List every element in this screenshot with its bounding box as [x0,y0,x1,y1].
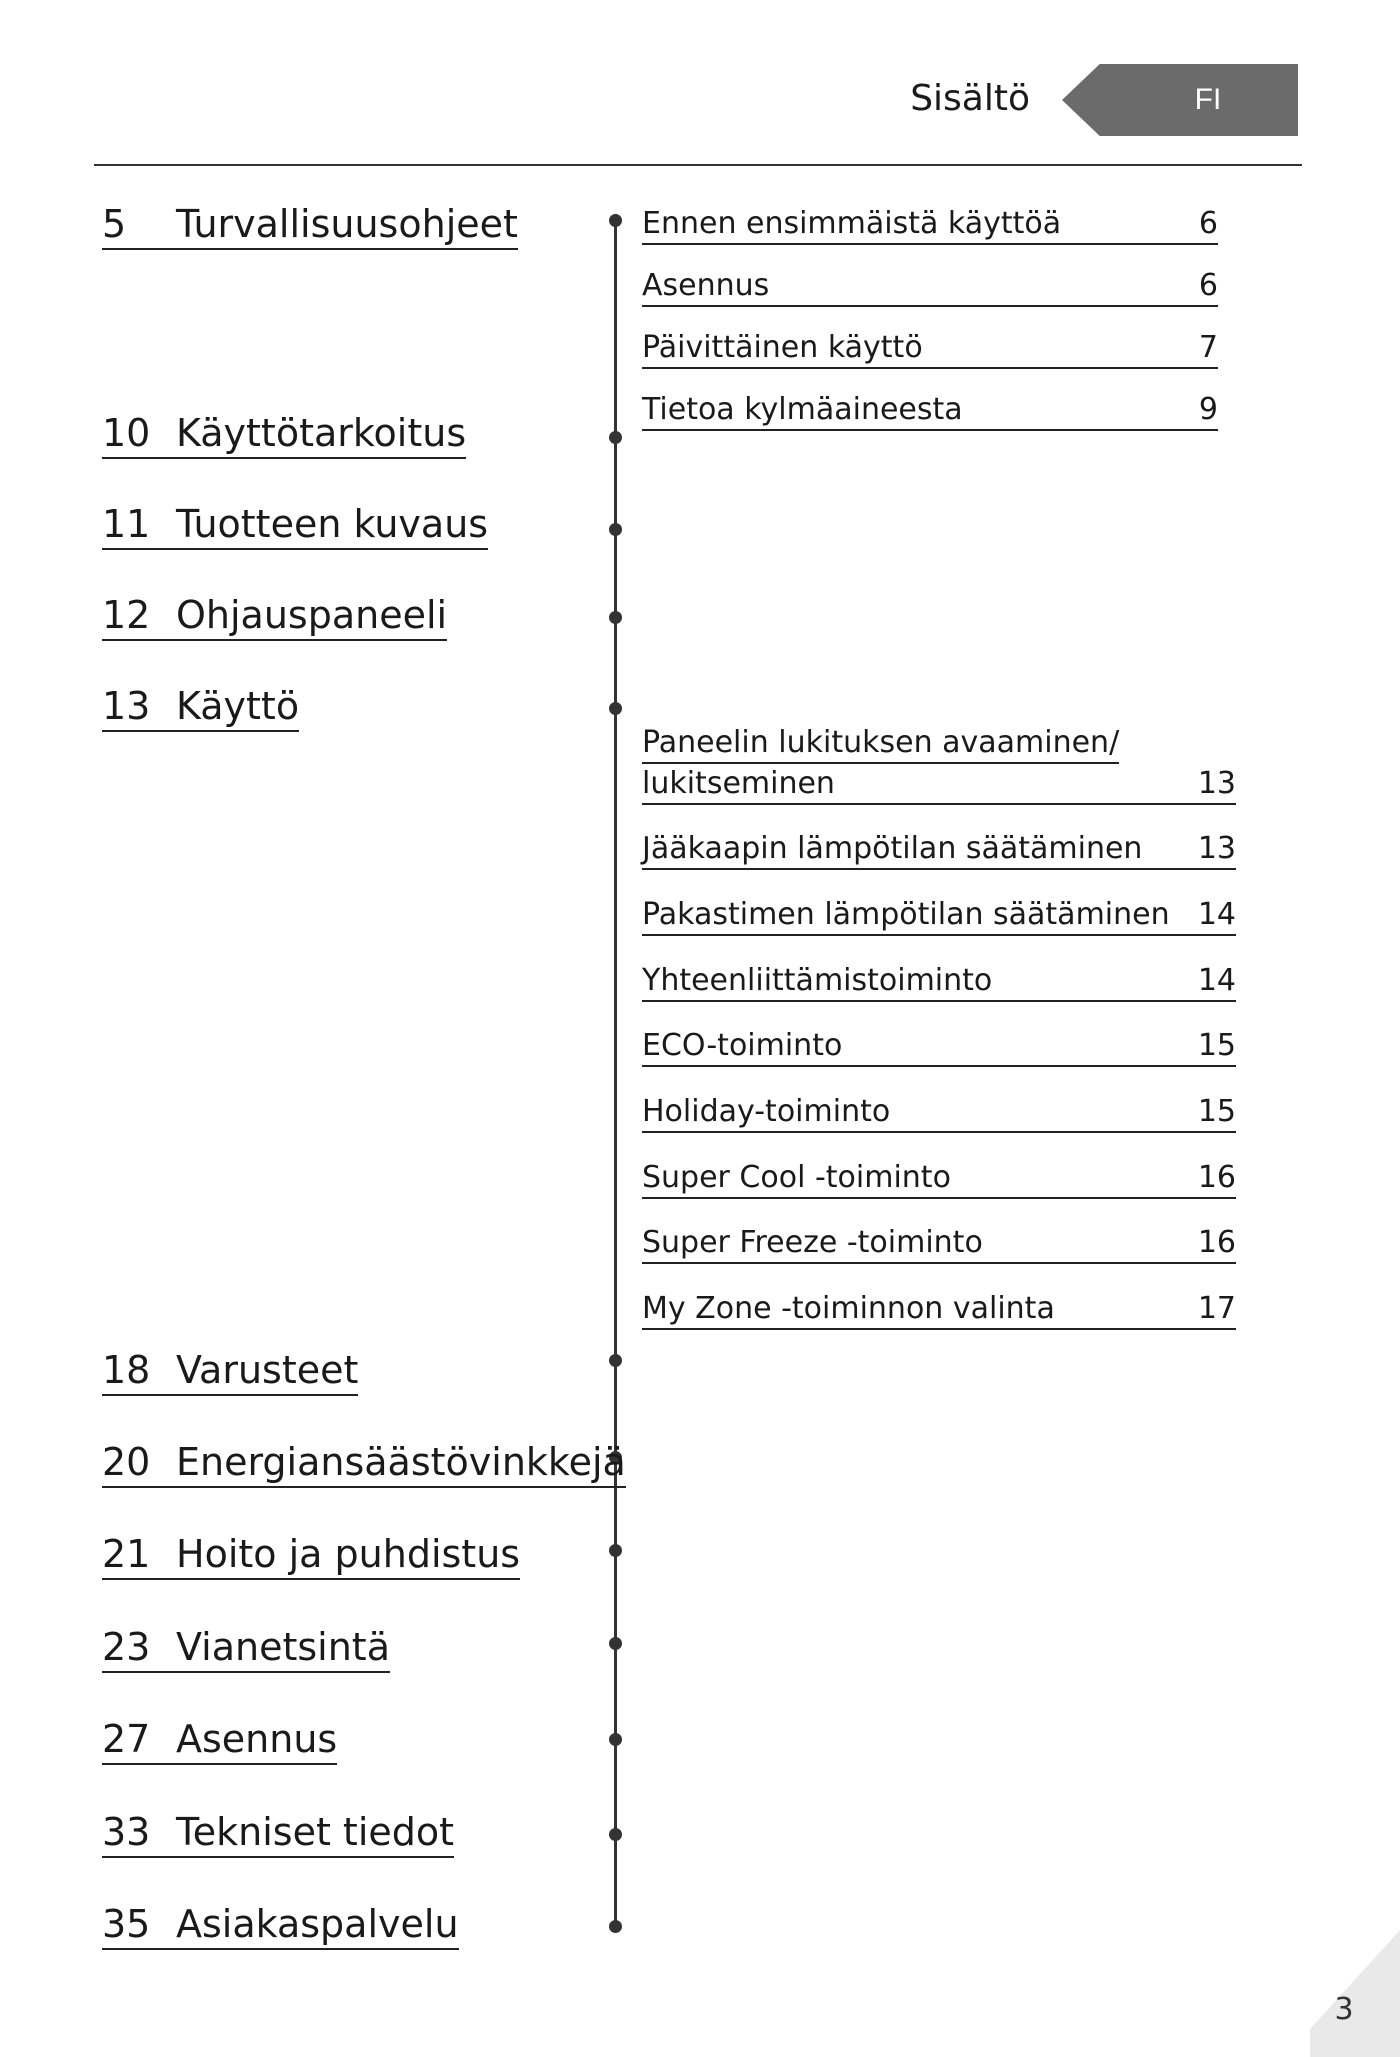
section-title: Tekniset tiedot [176,1810,455,1854]
toc-section[interactable] [102,500,488,550]
entry-page: 13 [1197,766,1236,801]
entry-title: Ennen ensimmäistä käyttöä [642,206,1062,241]
toc-section[interactable] [102,1715,337,1765]
entry-page: 13 [1197,831,1236,866]
toc-entry[interactable] [642,896,1236,936]
toc-section[interactable] [102,591,447,641]
entry-title: Pakastimen lämpötilan säätäminen [642,897,1170,932]
toc-section[interactable] [102,1438,626,1488]
toc-section[interactable] [102,1346,358,1396]
section-page: 11 [102,502,151,546]
entry-page: 17 [1197,1291,1236,1326]
timeline-dot [609,1828,622,1841]
timeline-dot [609,1354,622,1367]
section-title: Asiakaspalvelu [176,1902,459,1946]
entry-title: Super Cool -toiminto [642,1160,951,1195]
toc-entry[interactable] [642,391,1218,431]
entry-page: 16 [1197,1225,1236,1260]
section-page: 18 [102,1348,151,1392]
section-title: Turvallisuusohjeet [176,202,518,246]
entry-title-first-line[interactable]: Paneelin lukituksen avaaminen/ [642,724,1119,764]
toc-section[interactable] [102,409,466,459]
entry-page: 15 [1197,1028,1236,1063]
toc-entry[interactable] [642,267,1218,307]
timeline-dot [609,611,622,624]
entry-title: Jääkaapin lämpötilan säätäminen [642,831,1143,866]
toc-entry[interactable] [642,1027,1236,1067]
toc-entry[interactable] [642,1159,1236,1199]
section-title: Asennus [176,1717,338,1761]
section-page: 13 [102,684,151,728]
timeline-dot [609,1637,622,1650]
entry-title: ECO-toiminto [642,1028,843,1063]
toc-section[interactable] [102,1808,454,1858]
entry-page: 9 [1198,392,1218,427]
entry-title: Päivittäinen käyttö [642,330,923,365]
section-title: Ohjauspaneeli [176,593,448,637]
section-page: 27 [102,1717,151,1761]
entry-page: 6 [1198,268,1218,303]
entry-page: 6 [1198,206,1218,241]
toc-entry[interactable] [642,205,1218,245]
timeline-dot [609,214,622,227]
section-title: Käyttö [176,684,300,728]
entry-page: 14 [1197,897,1236,932]
toc-section[interactable] [102,1900,459,1950]
entry-title: lukitseminen [642,766,835,801]
entry-title: Super Freeze -toiminto [642,1225,983,1260]
toc-section[interactable] [102,1530,520,1580]
toc-entry[interactable] [642,1093,1236,1133]
toc-section[interactable] [102,1623,390,1673]
toc-entry[interactable] [642,1224,1236,1264]
entry-page: 7 [1198,330,1218,365]
entry-title: Asennus [642,268,770,303]
section-page: 21 [102,1532,151,1576]
section-page: 33 [102,1810,151,1854]
section-page: 20 [102,1440,151,1484]
section-page: 35 [102,1902,151,1946]
section-title: Tuotteen kuvaus [176,502,489,546]
section-title: Vianetsintä [176,1625,390,1669]
section-title: Varusteet [176,1348,359,1392]
timeline-dot [609,1920,622,1933]
section-page: 10 [102,411,151,455]
entry-page: 14 [1197,963,1236,998]
toc-entry[interactable] [642,765,1236,805]
header-divider [94,164,1302,166]
page-title: Sisältö [910,78,1030,119]
toc-entry[interactable] [642,329,1218,369]
entry-title: Tietoa kylmäaineesta [642,392,963,427]
language-label: FI [1194,83,1222,116]
timeline-dot [609,431,622,444]
entry-page: 16 [1197,1160,1236,1195]
toc-section[interactable] [102,682,299,732]
entry-page: 15 [1197,1094,1236,1129]
timeline-dot [609,523,622,536]
toc-section[interactable] [102,200,518,250]
timeline-dot [609,1733,622,1746]
toc-entry[interactable] [642,962,1236,1002]
section-page: 12 [102,593,151,637]
entry-title: My Zone -toiminnon valinta [642,1291,1055,1326]
toc-entry[interactable] [642,1290,1236,1330]
entry-title: Holiday-toiminto [642,1094,891,1129]
entry-title: Yhteenliittämistoiminto [642,963,993,998]
section-title: Hoito ja puhdistus [176,1532,521,1576]
toc-entry[interactable] [642,830,1236,870]
page-number: 3 [1334,1992,1354,2027]
section-title: Energiansäästövinkkejä [176,1440,626,1484]
section-page: 5 [102,202,127,246]
timeline-dot [609,702,622,715]
timeline-dot [609,1544,622,1557]
timeline-spine [614,214,617,1932]
section-page: 23 [102,1625,151,1669]
section-title: Käyttötarkoitus [176,411,467,455]
